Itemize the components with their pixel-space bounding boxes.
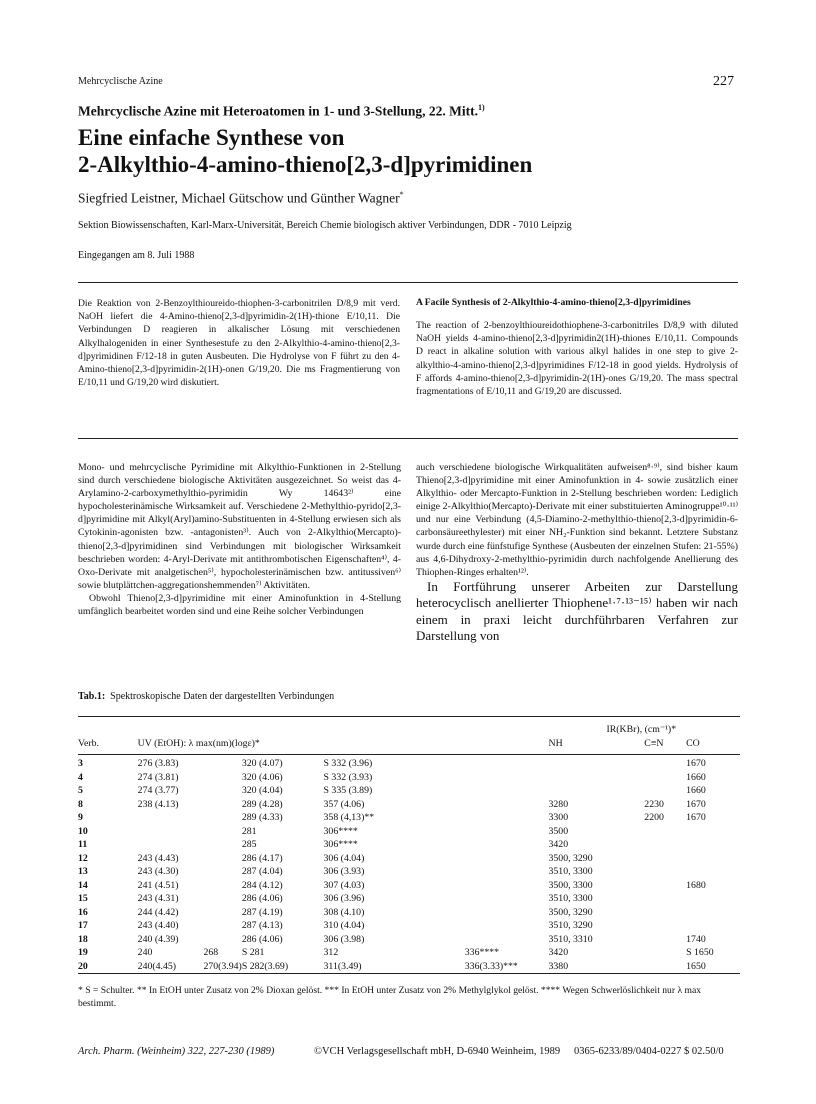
table-cell: S 282(3.69) [241,960,289,972]
table-cell [622,755,686,771]
table-cell: 3500 [548,825,569,837]
table-cell [465,798,549,812]
table-cell [622,933,686,947]
table-row [78,838,740,852]
table-cell [622,852,686,866]
table-cell: 357 (4.06) [323,798,365,810]
table-row [78,960,740,974]
table-cell [622,825,686,839]
table-cell: 3380 [548,960,569,972]
table-row [78,771,740,785]
table-cell [686,919,740,933]
table-cell [622,784,686,798]
table-row [78,852,740,866]
body-paragraph: Obwohl Thieno[2,3-d]pyrimidine mit einer Aminofunktion in 4-Stellung umfänglich bearbeitet worden sind und eine Reihe solcher Verbindungen [78,592,401,618]
table-body [78,755,740,974]
body-column-right [416,461,738,645]
body-paragraph: Mono- und mehrcyclische Pyrimidine mit Alkylthio-Funktionen in 2-Stellung sind durch verschiedene biologische Aktivitäten ausgezeichnet. So weist das 4-Arylamino-2-carboxymethylthio-pyrimidin Wy 14643²⁾ eine hypocholesterinämische Wirksamkeit auf. Verschiedene 2-Methylthio-pyrido[2,3-d]pyrimidine mit Alkyl(Aryl)amino-Substituenten in 4-Stellung erwiesen sich als Cytokinin-agonisten bzw. -antagonisten³⁾. Auch von 2-Alkylthio(Mercapto)-thieno[2,3-d]pyrimidinen sind Verbindungen mit biologischer Wirksamkeit beschrieben worden: 4-Aryl-Derivate mit antithrombotischen Eigenschaften⁴⁾, 4-Oxo-Derivate mit analgetischen⁵⁾, hypocholesterinämischen bzw. antitussiven⁶⁾ sowie blutplättchen-aggregationshemmenden⁷⁾ Aktivitäten. [78,462,401,591]
col-header-nh: NH [548,737,563,749]
table-cell: 308 (4.10) [323,906,365,918]
table-cell: 286 (4.06) [241,933,283,945]
compound-number-cell: 12 [78,852,88,864]
table-cell [622,838,686,852]
table-cell [686,892,740,906]
table-cell: 287 (4.04) [241,866,283,877]
table-cell: S 332 (3.96) [323,758,373,769]
table-cell [465,906,549,920]
table-cell [465,892,549,906]
table-cell: 240 [137,947,153,958]
col-header-uv: UV (EtOH): λ max(nm)(logε)* [137,737,260,749]
table-cell [465,811,549,825]
table-cell [203,811,241,825]
abstract-german: Die Reaktion von 2-Benzoylthioureido-thiophen-3-carbonitrilen D/8,9 mit verd. NaOH liefert die 4-Amino-thieno[2,3-d]pyrimidin-2(1H)-thione E/10,11. Die Verbindungen D reagieren in alkalischer Lösung mit verschiedenen Alkylhalogeniden in einer Synthesestufe zu den 2-Alkylthio-4-amino-thieno[2,3-d]pyrimidinen F/12-18 in guten Ausbeuten. Die Hydrolyse von F führt zu den 4-Amino-thieno[2,3-d]pyrimidin-2(1H)-onen G/19,20. Die ms Fragmentierung von E/10,11 und G/19,20 wird diskutiert. [78,298,400,389]
table-row [78,825,740,839]
table-cell: 1670 [686,812,706,823]
table-cell [465,755,549,771]
body-paragraph-large: In Fortführung unserer Arbeiten zur Darstellung heterocyclisch anellierter Thiophene¹·⁷·¹³⁻¹⁵⁾ haben wir nach einem in praxi leicht durchführbaren Verfahren zur Darstellung von [416,578,738,644]
table-cell: 1660 [686,785,706,796]
table-cell [138,838,204,852]
table-cell: 243 (4.40) [137,920,179,931]
series-title [78,103,485,120]
table-cell: 306 (4.04) [323,852,365,864]
compound-number-cell: 15 [78,893,88,904]
table-cell: 1680 [686,879,706,891]
compound-number-cell: 4 [78,771,83,783]
compound-number-cell: 14 [78,879,88,891]
footer-journal: Arch. Pharm. (Weinheim) 322, 227-230 (1989) [78,1046,275,1057]
table-row [78,933,740,947]
table-cell [465,919,549,933]
table-cell: 281 [241,825,257,837]
table-cell [465,865,549,879]
table-cell: 3420 [548,947,569,958]
table-cell: 1650 [686,960,706,972]
table-cell: 3510, 3310 [548,933,593,945]
title-line-2: 2-Alkylthio-4-amino-thieno[2,3-d]pyrimidinen [78,152,533,177]
article-title [78,124,738,178]
table-cell [465,825,549,839]
abstract-english-title: A Facile Synthesis of 2-Alkylthio-4-amino-thieno[2,3-d]pyrimidines [416,297,691,308]
table-cell: 285 [241,839,257,850]
table-cell: 243 (4.43) [137,852,179,864]
table-row [78,919,740,933]
table-cell [138,811,204,825]
table-cell [203,919,241,933]
compound-number-cell: 19 [78,947,88,958]
table-cell [138,825,204,839]
table-cell [686,838,740,852]
table-cell: S 335 (3.89) [323,785,373,796]
table-cell: 306**** [323,839,358,850]
table-cell [686,865,740,879]
table-row [78,755,740,771]
table-cell: 2230 [644,798,664,810]
compound-number-cell: 8 [78,798,83,810]
table-cell [686,852,740,866]
table-cell: 306**** [323,825,358,837]
table-caption-text: Spektroskopische Daten der dargestellten Verbindungen [110,691,335,702]
table-cell [686,825,740,839]
table-cell: 244 (4.42) [137,906,179,918]
table-cell [203,865,241,879]
table-cell [203,852,241,866]
table-cell: 289 (4.28) [241,798,283,810]
col-header-cn: C≡N [644,737,664,749]
col-header-co: CO [686,737,700,749]
table-cell: S 281 [241,947,265,958]
table-cell: 3510, 3300 [548,893,593,904]
table-cell: 3420 [548,839,569,850]
table-footnote: * S = Schulter. ** In EtOH unter Zusatz von 2% Dioxan gelöst. *** In EtOH unter Zusatz von 2% Methylglykol gelöst. **** Wegen Schwerlöslichkeit nur λ max bestimmt. [78,985,702,1009]
compound-number-cell: 16 [78,906,88,918]
compound-number-cell: 17 [78,920,88,931]
compound-number-cell: 20 [78,960,88,972]
table-cell: 1670 [686,758,706,769]
table-cell: 310 (4.04) [323,920,365,931]
table-cell: 240 (4.39) [137,933,179,945]
table-cell: 3500, 3290 [548,906,593,918]
footer-publisher: ©VCH Verlagsgesellschaft mbH, D-6940 Weinheim, 1989 [314,1046,561,1057]
table-cell [203,798,241,812]
table-cell: 3510, 3300 [548,866,593,877]
compound-number-cell: 18 [78,933,88,945]
table-cell [465,879,549,893]
table-cell: 320 (4.07) [241,758,283,769]
table-cell: 286 (4.17) [241,852,283,864]
table-cell: S 1650 [686,947,714,958]
running-head: Mehrcyclische Azine [78,76,163,87]
compound-number-cell: 13 [78,866,88,877]
table-cell [622,771,686,785]
table-cell [549,771,623,785]
table-cell: 276 (3.83) [137,758,179,769]
table-cell: 243 (4.30) [137,866,179,877]
col-header-compound: Verb. [78,737,99,749]
table-cell: 307 (4.03) [323,879,365,891]
authors [78,190,404,207]
compound-number-cell: 9 [78,812,83,823]
received-date: Eingegangen am 8. Juli 1988 [78,250,195,261]
table-cell: 311(3.49) [323,960,362,972]
table-cell: 241 (4.51) [137,879,179,891]
table-cell: 238 (4.13) [137,798,179,810]
table-cell: 306 (3.98) [323,933,365,945]
affiliation: Sektion Biowissenschaften, Karl-Marx-Universität, Bereich Chemie biologisch aktiver Verbindungen, DDR - 7010 Leipzig [78,220,572,231]
rule-abstract [78,438,738,439]
table-cell [203,771,241,785]
table-cell: 3280 [548,798,569,810]
table-cell [622,946,686,960]
table-cell: 268 [203,947,219,958]
table-cell: 240(4.45) [137,960,177,972]
spectroscopy-table [78,716,740,974]
table-row [78,892,740,906]
table-cell: 3500, 3290 [548,852,593,864]
table-cell: 1660 [686,771,706,783]
table-row [78,879,740,893]
table-cell: 1740 [686,933,706,945]
table-row [78,784,740,798]
table-caption-label: Tab.1: [78,691,106,702]
table-header-row [78,737,740,755]
author-mark: * [399,190,404,199]
table-cell: 270(3.94) [203,960,242,972]
table-cell: 306 (3.96) [323,893,365,904]
table-cell [203,892,241,906]
table-cell [465,784,549,798]
table-caption [78,691,334,702]
title-line-1: Eine einfache Synthese von [78,125,345,150]
table-cell: 284 (4.12) [241,879,283,891]
table-cell [203,825,241,839]
table-cell: 1670 [686,798,706,810]
table-cell: 289 (4.33) [241,812,283,823]
author-names: Siegfried Leistner, Michael Gütschow und Günther Wagner [78,190,400,206]
table-cell [203,933,241,947]
table-cell: 287 (4.13) [241,920,283,931]
table-cell [203,906,241,920]
table-cell: S 332 (3.93) [323,771,373,783]
table-cell: 306 (3.93) [323,866,365,877]
table-cell: 274 (3.77) [137,785,179,796]
table-cell: 274 (3.81) [137,771,179,783]
table-cell [622,879,686,893]
table-row [78,946,740,960]
body-paragraph: auch verschiedene biologische Wirkqualitäten aufweisen⁸·⁹⁾, sind bisher kaum Thieno[2,3-d]pyrimidine mit einer Aminofunktion in 4- sowie zusätzlich einer Alkylthio- oder Mercapto-Funktion in 2-Stellung beschrieben worden: Lediglich einige 2-Alkylthio(Mercapto)-Derivate mit einer substituierten Aminogruppe¹⁰·¹¹⁾ und nur eine Verbindung (4,5-Diamino-2-methylthio-thieno[2,3-d]pyrimidin-6-carbonsäureethylester) mit einer NH₂-Funktion sind bekannt. Letztere Substanz wurde durch eine fünfstufige Synthese (Ausbeuten der einzelnen Stufen: 21-55%) aus 4,6-Dihydroxy-2-methylthio-pyrimidin durch nachfolgende Anellierung des Thiophen-Ringes erhalten¹²⁾. [416,462,738,578]
table-cell [622,960,686,974]
body-column-left [78,461,401,618]
table-cell [549,755,623,771]
compound-number-cell: 3 [78,758,83,769]
table-row [78,798,740,812]
table-cell: 336(3.33)*** [464,960,518,972]
table-cell [203,879,241,893]
table-cell [686,906,740,920]
table-cell: 320 (4.06) [241,771,283,783]
table-cell: 243 (4.31) [137,893,179,904]
table-row [78,811,740,825]
compound-number-cell: 5 [78,785,83,796]
table-cell [622,919,686,933]
table-cell [203,755,241,771]
table-cell: 287 (4.19) [241,906,283,918]
table-cell: 2200 [644,812,664,823]
compound-number-cell: 11 [78,839,88,850]
table-cell [622,906,686,920]
series-title-text: Mehrcyclische Azine mit Heteroatomen in 1- und 3-Stellung, 22. Mitt. [78,103,478,119]
table-cell [465,933,549,947]
table-cell: 358 (4,13)** [323,812,375,823]
table-cell [549,784,623,798]
ir-group-header: IR(KBr), (cm⁻¹)* [606,724,677,735]
table-cell [203,838,241,852]
table-row [78,865,740,879]
table-cell [465,771,549,785]
table-cell [622,892,686,906]
table-cell [465,852,549,866]
compound-number-cell: 10 [78,825,88,837]
page-number: 227 [713,74,734,89]
table-row [78,906,740,920]
footer-code: 0365-6233/89/0404-0227 $ 02.50/0 [574,1046,724,1057]
table-header-row-group [78,717,740,737]
abstract-english: The reaction of 2-benzoylthioureidothiophene-3-carbonitriles D/8,9 with diluted NaOH yields 4-amino-thieno[2,3-d]pyrimidin2(1H)-thiones E/10,11. Compounds D react in alkaline solution with various alkyl halides in one step to give 2-alkylthio-4-amino-thieno[2,3-d]pyrimidines F/12-18 in good yields. Hydrolysis of F affords 4-amino-thieno[2,3-d]pyrimidin-2(1H)-ones G/19,20. The mass spectral fragmentations of E/10,11 and G/19,20 are discussed. [416,320,738,398]
table-cell: 312 [323,947,339,958]
table-cell [203,784,241,798]
table-cell: 3500, 3300 [548,879,593,891]
series-footnote-mark: 1) [477,103,485,112]
table-cell: 286 (4.06) [241,893,283,904]
table-cell: 3510, 3290 [548,920,593,931]
table-cell [465,838,549,852]
table-cell: 336**** [464,947,500,958]
table-cell: 320 (4.04) [241,785,283,796]
rule-top [78,282,738,283]
table-cell: 3300 [548,812,569,823]
table-cell [622,865,686,879]
